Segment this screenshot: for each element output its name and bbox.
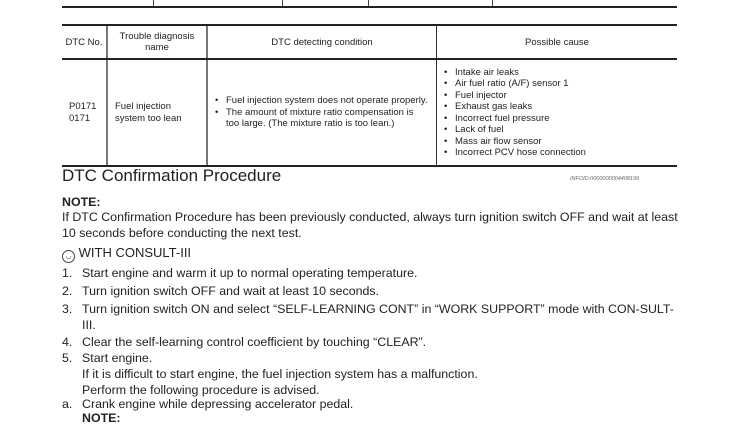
cause-item: • Fuel injector bbox=[444, 90, 670, 102]
condition-item: • The amount of mixture ratio compensation is too large. (The mixture ratio is too lean.) bbox=[215, 107, 429, 130]
dtc-code: 0171 bbox=[69, 112, 91, 124]
header-name: Trouble diagnosis name bbox=[107, 25, 207, 59]
dtc-table bbox=[62, 24, 677, 167]
section-title: DTC Confirmation Procedure bbox=[62, 166, 282, 185]
header-cause: Possible cause bbox=[437, 25, 678, 59]
step-number: 4. bbox=[62, 335, 73, 349]
condition-cell bbox=[207, 59, 437, 166]
consult-icon: ◡ bbox=[62, 250, 75, 263]
step-4 bbox=[62, 334, 427, 350]
note-label: NOTE: bbox=[62, 195, 101, 209]
header-dtc-no: DTC No. bbox=[62, 25, 107, 59]
divider bbox=[492, 0, 493, 6]
step-2 bbox=[62, 283, 380, 299]
info-id: INFOID:0000000004408199 bbox=[570, 176, 640, 182]
cause-item: • Air fuel ratio (A/F) sensor 1 bbox=[444, 78, 670, 90]
step-1 bbox=[62, 265, 418, 281]
previous-table-bottom bbox=[62, 6, 677, 8]
step-number: 1. bbox=[62, 266, 73, 280]
step-text bbox=[82, 350, 682, 398]
table-row bbox=[62, 59, 677, 166]
step-a bbox=[62, 396, 354, 425]
step-detail: Perform the following procedure is advised. bbox=[82, 383, 320, 397]
step-5 bbox=[62, 350, 478, 397]
note-text: If DTC Confirmation Procedure has been previously conducted, always turn ignition switch OFF and wait at least 10 seconds before conducting the next test. bbox=[62, 210, 678, 240]
divider bbox=[368, 0, 369, 6]
cause-item: • Intake air leaks bbox=[444, 67, 670, 79]
name-cell: Fuel injection system too lean bbox=[107, 59, 207, 166]
step-note-label: NOTE: bbox=[82, 411, 121, 425]
divider bbox=[282, 0, 283, 6]
step-number: 2. bbox=[62, 284, 73, 298]
step-3 bbox=[62, 301, 674, 332]
step-title: Crank engine while depressing accelerator pedal. bbox=[82, 397, 354, 411]
consult-heading bbox=[62, 245, 682, 263]
cause-item: • Mass air flow sensor bbox=[444, 136, 670, 148]
cause-item: • Lack of fuel bbox=[444, 124, 670, 136]
step-number: 3. bbox=[62, 302, 73, 316]
step-number: 5. bbox=[62, 351, 73, 365]
step-number: a. bbox=[62, 397, 73, 411]
dtc-no-cell bbox=[62, 59, 107, 166]
step-text: Start engine and warm it up to normal operating temperature. bbox=[82, 266, 418, 280]
step-title: Start engine. bbox=[82, 351, 153, 365]
step-text: Turn ignition switch OFF and wait at least 10 seconds. bbox=[82, 284, 380, 298]
consult-label: WITH CONSULT-III bbox=[78, 245, 192, 260]
cause-cell bbox=[437, 59, 678, 166]
header-condition: DTC detecting condition bbox=[207, 25, 437, 59]
step-text: Turn ignition switch ON and select “SELF-LEARNING CONT” in “WORK SUPPORT” mode with CON-SULT-III. bbox=[82, 302, 674, 332]
cause-item: • Exhaust gas leaks bbox=[444, 101, 670, 113]
divider bbox=[153, 0, 154, 6]
step-detail: If it is difficult to start engine, the fuel injection system has a malfunction. bbox=[82, 367, 478, 381]
step-text: Clear the self-learning control coefficient by touching “CLEAR”. bbox=[82, 335, 427, 349]
condition-item: • Fuel injection system does not operate properly. bbox=[215, 95, 429, 107]
dtc-code: P0171 bbox=[69, 101, 97, 112]
cause-item: • Incorrect fuel pressure bbox=[444, 113, 670, 125]
cause-item: • Incorrect PCV hose connection bbox=[444, 147, 670, 159]
step-text bbox=[82, 396, 682, 424]
